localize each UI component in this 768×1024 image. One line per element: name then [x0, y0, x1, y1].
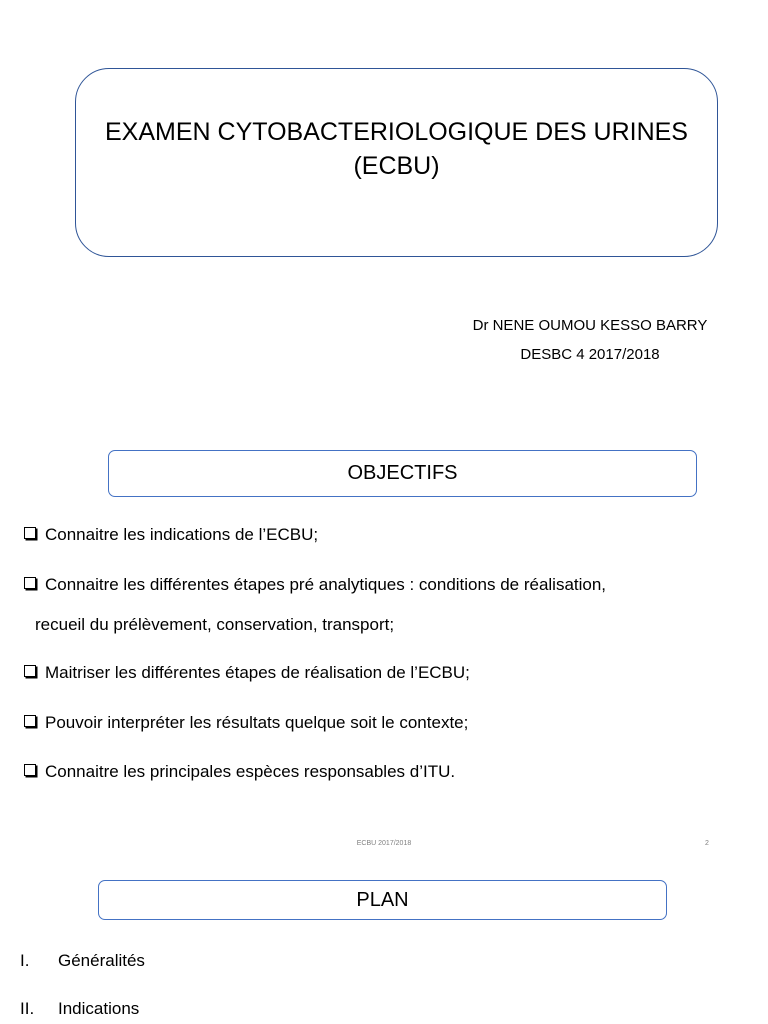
plan-heading: PLAN — [356, 888, 409, 911]
list-item — [20, 996, 139, 1022]
plan-item-label: Généralités — [58, 951, 145, 970]
list-item — [20, 948, 145, 974]
checkbox-icon — [24, 527, 36, 539]
list-item — [24, 710, 754, 736]
checkbox-icon — [24, 715, 36, 727]
objectif-text-continuation: recueil du prélèvement, conservation, transport; — [35, 615, 395, 634]
checkbox-icon — [24, 764, 36, 776]
list-item — [24, 660, 754, 686]
title-box — [75, 68, 718, 257]
objectif-text: Connaitre les principales espèces responsables d’ITU. — [45, 762, 456, 781]
plan-heading-box — [98, 880, 667, 920]
page-number: 2 — [705, 840, 709, 847]
objectif-text: Maitriser les différentes étapes de réalisation de l’ECBU; — [45, 663, 470, 682]
author-block — [440, 311, 740, 369]
objectif-text: Connaitre les différentes étapes pré analytiques : conditions de réalisation, — [45, 575, 607, 594]
list-item — [24, 522, 754, 548]
objectifs-heading: OBJECTIFS — [347, 462, 458, 484]
objectif-text: Connaitre les indications de l’ECBU; — [45, 525, 319, 544]
title-line-2: (ECBU) — [353, 151, 440, 180]
plan-item-number: I. — [20, 951, 30, 970]
plan-item-number: II. — [20, 999, 35, 1018]
checkbox-icon — [24, 665, 36, 677]
objectifs-heading-box — [108, 450, 697, 497]
author-program: DESBC 4 2017/2018 — [520, 346, 660, 363]
title-line-1: EXAMEN CYTOBACTERIOLOGIQUE DES URINES — [105, 117, 688, 146]
checkbox-icon — [24, 577, 36, 589]
objectif-text: Pouvoir interpréter les résultats quelque soit le contexte; — [45, 713, 469, 732]
list-item — [24, 759, 754, 785]
plan-item-label: Indications — [58, 999, 140, 1018]
author-name: Dr NENE OUMOU KESSO BARRY — [472, 317, 708, 334]
footer-label: ECBU 2017/2018 — [356, 840, 412, 847]
list-item — [24, 572, 754, 638]
